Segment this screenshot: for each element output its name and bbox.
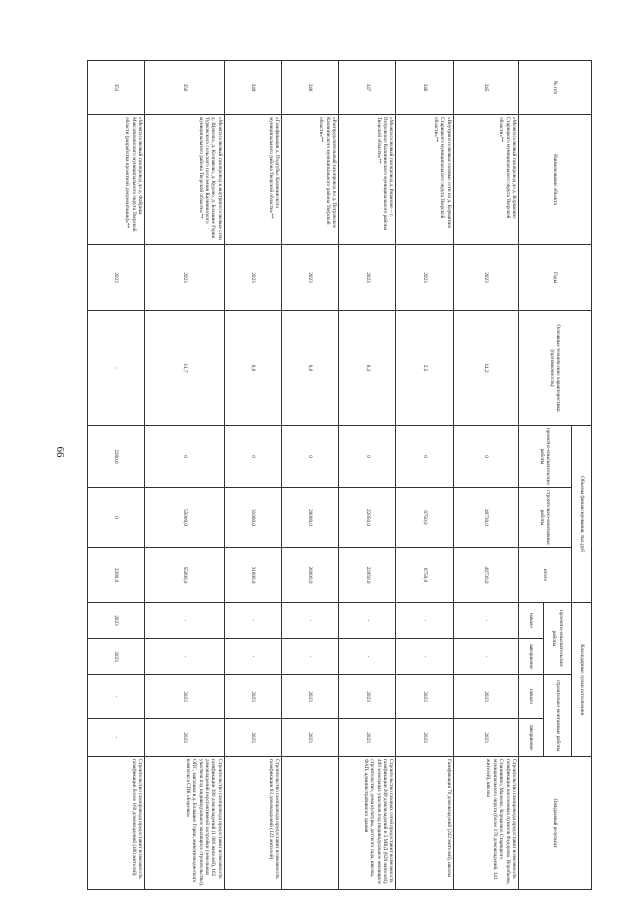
row-total: 49730,0	[453, 548, 518, 603]
object-name: «Межпоселковый газопровод и внутрипоселковые сети д. Щеколье, д. Колпаково, д. Курово, д. Большие Горки Турковского сельского поселения Калининского муниципального района Тверской области»**	[145, 115, 225, 245]
row-construction-cost: 55000,0	[145, 488, 225, 548]
object-name: «Межпоселковый газопровод до д. Фабрика Максатихинского муниципального округа Тверской области (разработка проектной документации)»**	[88, 115, 145, 245]
header-volumes: Объемы финансирования, тыс.руб	[572, 426, 592, 603]
table-body	[88, 61, 519, 890]
row-construction-cost: 22050,0	[339, 488, 396, 548]
row-design-start: 2023	[88, 603, 145, 639]
row-design-cost: 0	[224, 426, 281, 488]
row-result: Строительство газовых сетей предоставит возможность газификации 209 домовладений и 3 МКД (628 жителей), 400 земельных участков под индивидуальное жилищное строительство, дома культуры, детского сада, школы, ФАП, административного здания	[339, 757, 396, 890]
page-number: 66	[54, 446, 66, 458]
row-total: 31000,0	[224, 548, 281, 603]
row-num: 347	[339, 61, 396, 115]
row-design-end: -	[282, 639, 339, 675]
row-result: Строительство газопровода предоставит возможность газификации 390 домовладений (1 000 жителей), 162 домовладений перспективной застройки (земельных участков под индивидуальное жилищное строительство), ОПС, магазина в д. Большие Горки, животноводческого комплекса СПК «Березка»	[145, 757, 225, 890]
header-tech: Основные технические характеристики (протяженность)	[519, 311, 592, 426]
table-row	[396, 61, 453, 890]
row-total: 22050,0	[339, 548, 396, 603]
row-tech: 8,0	[282, 311, 339, 426]
row-construction-start: 2023	[339, 675, 396, 719]
row-design-start: -	[339, 603, 396, 639]
row-design-end: -	[145, 639, 225, 675]
row-total: 8750,0	[396, 548, 453, 603]
row-years: 2023	[88, 245, 145, 311]
row-years: 2023	[339, 245, 396, 311]
row-years: 2023	[453, 245, 518, 311]
row-total: 28000,0	[282, 548, 339, 603]
row-construction-start: 2023	[453, 675, 518, 719]
row-result: Газификация 70 домовладений (242 жителей), школы	[396, 757, 453, 890]
header-total: итого	[519, 548, 572, 603]
table-row	[282, 61, 339, 890]
row-tech: 6,3	[339, 311, 396, 426]
row-result: Строительство газопровода предоставит возможность газификации более 160 домовладений (400 жителей)	[88, 757, 145, 890]
header-design-start: начало	[519, 603, 544, 639]
row-construction-end: 2023	[339, 719, 396, 757]
row-tech: -	[88, 311, 145, 426]
row-construction-end: 2023	[396, 719, 453, 757]
header-construction-start: начало	[519, 675, 544, 719]
row-result: Строительство газопровода предоставит возможность газификации 83 домовладений (122 жителей)	[224, 757, 281, 890]
row-years: 2023	[282, 245, 339, 311]
header-design-work: проектно-изыскательские работы	[519, 426, 572, 488]
row-design-cost: 0	[339, 426, 396, 488]
row-design-end: 2023	[88, 639, 145, 675]
table-row	[453, 61, 518, 890]
row-tech: 11,7	[145, 311, 225, 426]
header-name: Наименование объекта	[519, 115, 592, 245]
table-row	[339, 61, 396, 890]
row-num: 351	[88, 61, 145, 115]
row-construction-start: -	[88, 675, 145, 719]
row-design-start: -	[453, 603, 518, 639]
row-design-start: -	[224, 603, 281, 639]
header-design-end: завершение	[519, 639, 544, 675]
row-construction-start: 2023	[145, 675, 225, 719]
row-tech: 6,0	[224, 311, 281, 426]
row-total: 2280,0	[88, 548, 145, 603]
object-name: «Межпоселковый газопровод д. Рязаново – с. Петровское Калининского муниципального района Тверской области»**	[339, 115, 396, 245]
row-design-start: -	[396, 603, 453, 639]
row-construction-start: 2023	[224, 675, 281, 719]
row-design-start: -	[145, 603, 225, 639]
row-design-end: -	[396, 639, 453, 675]
header-num: № п/п	[519, 61, 592, 115]
row-construction-cost: 31000,0	[224, 488, 281, 548]
object-name: «Межпоселковый газопровод до д. Корчагино Старицкого муниципального округа Тверской области»**	[453, 115, 518, 245]
row-num: 345	[453, 61, 518, 115]
row-construction-cost: 0	[88, 488, 145, 548]
header-construction-end: завершение	[519, 719, 544, 757]
row-num: 349	[224, 61, 281, 115]
row-construction-start: 2023	[282, 675, 339, 719]
row-num: 346	[396, 61, 453, 115]
header-years: Годы	[519, 245, 592, 311]
header-result: Ожидаемый результат	[519, 757, 592, 890]
row-years: 2023	[396, 245, 453, 311]
row-design-cost: 0	[145, 426, 225, 488]
row-design-end: -	[339, 639, 396, 675]
table-row	[224, 61, 281, 890]
row-years: 2023	[145, 245, 225, 311]
investment-table	[87, 60, 592, 890]
table-row	[88, 61, 145, 890]
row-construction-end: 2023	[453, 719, 518, 757]
row-design-end: -	[453, 639, 518, 675]
row-construction-cost: 49730,0	[453, 488, 518, 548]
rotated-table-container	[87, 60, 592, 885]
row-construction-cost: 28000,0	[282, 488, 339, 548]
header-calendar: Календарные сроки исполнения	[572, 603, 592, 757]
row-total: 55000,0	[145, 548, 225, 603]
object-name: «Внутрипоселковые газовые сети по д. Корчагино Старицкого муниципального округа Тверской области»**	[396, 115, 453, 245]
header-cal-design: проектно-изыскательские работы	[544, 603, 572, 675]
row-result	[282, 757, 339, 890]
row-result: Строительство газопровода предоставит возможность газификации населенных пунктов Федорово, Воробьево, Станишино, Малеево, Корчагино Старицкого муниципального округа (более 170 домовладений, 341 жителей), школы	[453, 757, 518, 890]
row-construction-cost: 8750,0	[396, 488, 453, 548]
table-row	[145, 61, 225, 890]
object-name: «Распределительный газопровод по д. Петровское Калининского муниципального района Тверской области»**	[282, 115, 339, 245]
row-years: 2023	[224, 245, 281, 311]
row-design-cost: 0	[282, 426, 339, 488]
row-design-end: -	[224, 639, 281, 675]
row-construction-end: 2023	[282, 719, 339, 757]
row-construction-end: 2023	[145, 719, 225, 757]
header-construction-work: строительно-монтажные работы	[519, 488, 572, 548]
header-cal-construction: строительно-монтажные работы	[544, 675, 572, 757]
row-design-cost: 2280,0	[88, 426, 145, 488]
row-design-cost: 0	[453, 426, 518, 488]
row-construction-end: 2023	[224, 719, 281, 757]
row-construction-start: 2023	[396, 675, 453, 719]
row-tech: 2,5	[396, 311, 453, 426]
row-construction-end: -	[88, 719, 145, 757]
row-tech: 14,2	[453, 311, 518, 426]
row-design-start: -	[282, 603, 339, 639]
row-design-cost: 0	[396, 426, 453, 488]
row-num: 350	[145, 61, 225, 115]
row-num: 348	[282, 61, 339, 115]
object-name: «Газификация д. Подгубье Калининского муниципального района Тверской области»**	[224, 115, 281, 245]
